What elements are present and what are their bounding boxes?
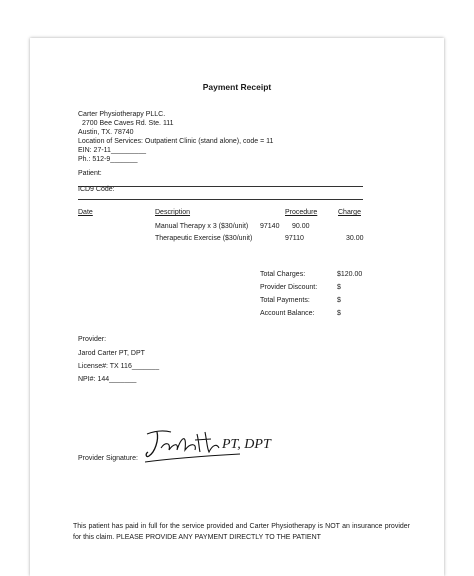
provider-address-line2: Austin, TX. 78740 [78, 129, 134, 136]
total-charges-label: Total Charges: [260, 271, 306, 278]
row2-charge: 30.00 [346, 235, 364, 242]
provider-discount-label: Provider Discount: [260, 284, 318, 291]
row2-procedure: 97110 [285, 235, 304, 242]
total-charges-value: $120.00 [337, 271, 363, 278]
payment-notice: This patient has paid in full for the service provided and Carter Physiotherapy is NOT an insurance provider for this claim. PLEASE PROVIDE ANY PAYMENT DIRECTLY TO THE PATIENT [73, 523, 410, 541]
account-balance-label: Account Balance: [260, 310, 315, 317]
provider-signature-label: Provider Signature: [78, 455, 138, 462]
total-payments-value: $ [337, 297, 341, 304]
provider-address-line1: 2700 Bee Caves Rd. Ste. 111 [82, 120, 174, 127]
row2-description: Therapeutic Exercise ($30/unit) [155, 235, 253, 242]
provider-discount-value: $ [337, 284, 341, 291]
receipt-page [30, 38, 444, 576]
provider-company: Carter Physiotherapy PLLC. [78, 111, 166, 118]
ein: EIN: 27-11_________ [78, 147, 146, 154]
provider-label: Provider: [78, 336, 107, 343]
patient-label: Patient: [78, 170, 102, 177]
row1-description: Manual Therapy x 3 ($30/unit) [155, 223, 249, 230]
col-header-description: Description [155, 209, 191, 216]
icd9-line [78, 199, 363, 200]
col-header-charge: Charge [338, 209, 361, 216]
row1-procedure: 97140 [260, 223, 280, 230]
location-of-services: Location of Services: Outpatient Clinic (stand alone), code = 11 [78, 138, 274, 145]
icd9-label: ICD9 Code: [78, 186, 115, 193]
signature-credential: PT, DPT [222, 437, 271, 452]
col-header-procedure: Procedure [285, 209, 318, 216]
phone: Ph.: 512-9_______ [78, 156, 138, 163]
row1-charge: 90.00 [292, 223, 310, 230]
account-balance-value: $ [337, 310, 341, 317]
receipt-title: Payment Receipt [202, 82, 272, 92]
total-payments-label: Total Payments: [260, 297, 310, 304]
col-header-date: Date [78, 209, 93, 216]
provider-license: License#: TX 116_______ [78, 363, 160, 370]
provider-name: Jarod Carter PT, DPT [78, 350, 145, 357]
patient-line [78, 186, 363, 187]
provider-npi: NPI#: 144_______ [78, 376, 137, 383]
